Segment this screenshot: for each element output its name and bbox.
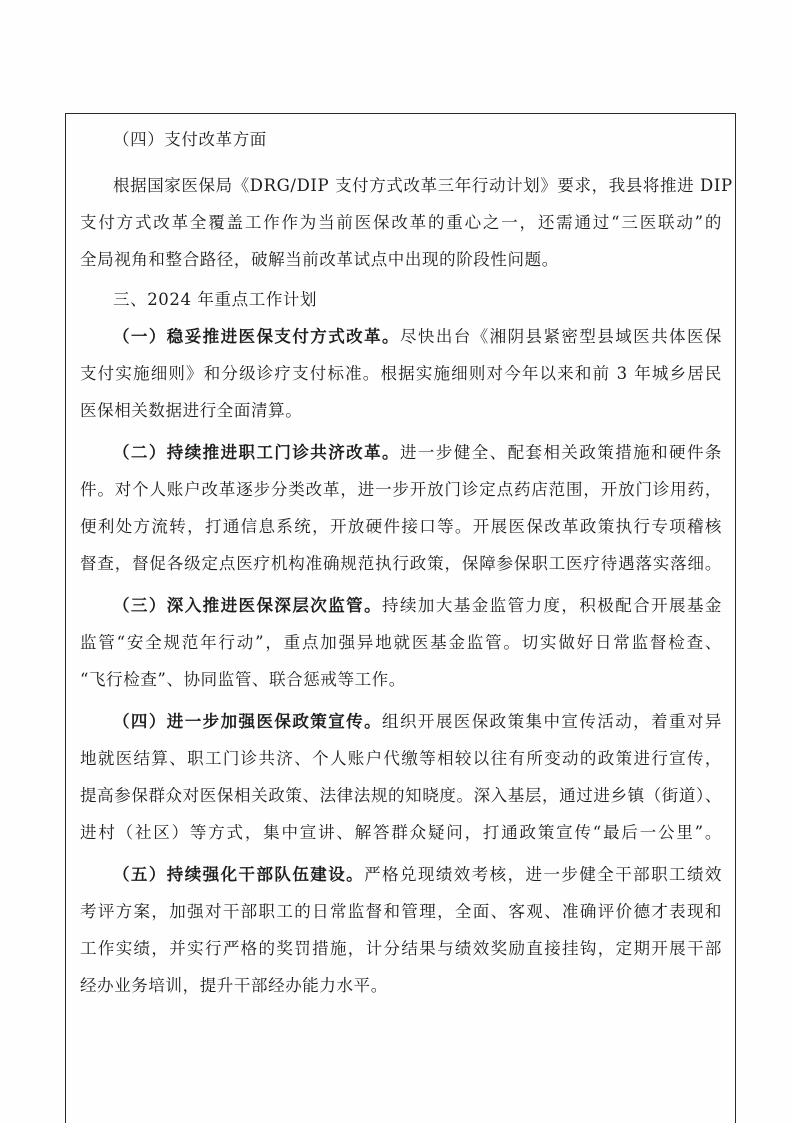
item-rest: 组织开展医保政策集中宣传活动，着重对异 <box>382 712 722 731</box>
item-lead: （五）持续强化干部队伍建设。 <box>113 865 365 884</box>
paragraph-line: 医保相关数据进行全面清算。 <box>80 401 303 420</box>
item-rest: 尽快出台《湘阴县紧密型县域医共体医保 <box>399 327 722 346</box>
item-first-line <box>113 863 722 887</box>
item-rest: 进一步健全、配套相关政策措施和硬件条 <box>399 443 722 462</box>
paragraph-line: 便利处方流转，打通信息系统，开放硬件接口等。开展医保改革政策执行专项稽核 <box>80 517 722 536</box>
item-first-line <box>113 325 722 349</box>
item-rest: 持续加大基金监管力度，积极配合开展基金 <box>382 596 722 615</box>
paragraph-line: 考评方案，加强对干部职工的日常监督和管理，全面、客观、准确评价德才表现和 <box>80 902 722 921</box>
item-lead: （二）持续推进职工门诊共济改革。 <box>113 443 400 462</box>
paragraph-line: 地就医结算、职工门诊共济、个人账户代缴等相较以往有所变动的政策进行宣传， <box>80 749 722 768</box>
item-lead: （一）稳妥推进医保支付方式改革。 <box>113 327 400 346</box>
item-lead: （四）进一步加强医保政策宣传。 <box>113 712 383 731</box>
paragraph-line: 件。对个人账户改革逐步分类改革，进一步开放门诊定点药店范围，开放门诊用药， <box>80 480 722 499</box>
item-rest: 严格兑现绩效考核，进一步健全干部职工绩效 <box>364 865 722 884</box>
paragraph-line: 督查，督促各级定点医疗机构准确规范执行政策，保障参保职工医疗待遇落实落细。 <box>80 554 722 573</box>
paragraph-line: 根据国家医保局《DRG/DIP 支付方式改革三年行动计划》要求，我县将推进 DIP <box>113 176 733 195</box>
paragraph-line: 工作实绩，并实行严格的奖罚措施，计分结果与绩效奖励直接挂钩，定期开展干部 <box>80 939 722 958</box>
item-first-line <box>113 594 722 618</box>
item-first-line <box>113 441 722 465</box>
paragraph-line: 进村（社区）等方式，集中宣讲、解答群众疑问，打通政策宣传“最后一公里”。 <box>80 823 722 842</box>
paragraph-line: 全局视角和整合路径，破解当前改革试点中出现的阶段性问题。 <box>80 250 559 269</box>
paragraph-line: 提高参保群众对医保相关政策、法律法规的知晓度。深入基层，通过进乡镇（街道）、 <box>80 786 722 805</box>
paragraph-line: 支付方式改革全覆盖工作作为当前医保改革的重心之一，还需通过“三医联动”的 <box>80 213 722 232</box>
item-first-line <box>113 710 722 734</box>
paragraph-line: 支付实施细则》和分级诊疗支付标准。根据实施细则对今年以来和前 3 年城乡居民 <box>80 364 722 383</box>
paragraph-line: 监管“安全规范年行动”，重点加强异地就医基金监管。切实做好日常监督检查、 <box>80 633 722 652</box>
paragraph-line: “飞行检查”、协同监管、联合惩戒等工作。 <box>80 670 406 689</box>
paragraph-line: 经办业务培训，提升干部经办能力水平。 <box>80 976 388 995</box>
section-heading-payment-reform: （四）支付改革方面 <box>113 130 267 149</box>
item-lead: （三）深入推进医保深层次监管。 <box>113 596 383 615</box>
plan-heading: 三、2024 年重点工作计划 <box>113 290 318 309</box>
